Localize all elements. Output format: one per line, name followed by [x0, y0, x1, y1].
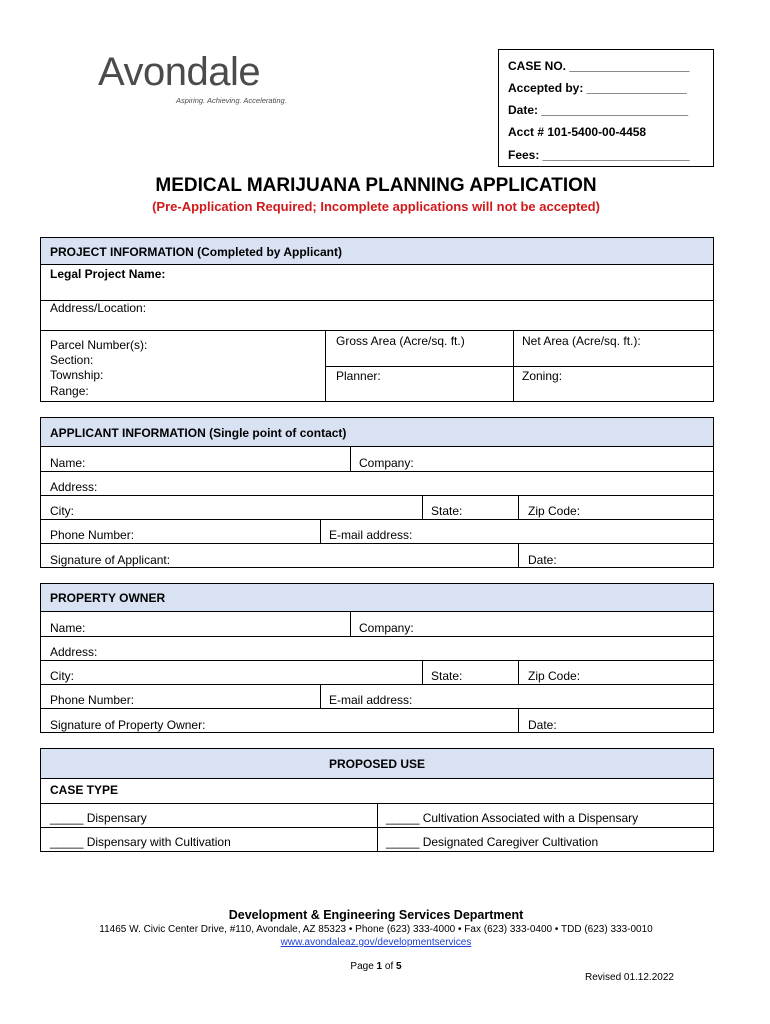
case-info-box: [498, 49, 714, 167]
applicant-signature-label: Signature of Applicant:: [50, 553, 171, 567]
option-caregiver-cultivation[interactable]: _____ Designated Caregiver Cultivation: [386, 835, 599, 849]
fees-field: Fees: ______________________: [508, 148, 690, 162]
project-information-section: [40, 237, 714, 402]
owner-company-label: Company:: [359, 621, 414, 635]
footer-website-link[interactable]: www.avondaleaz.gov/developmentservices: [280, 937, 472, 948]
owner-city-label: City:: [50, 669, 74, 683]
option-dispensary-with-cultivation[interactable]: _____ Dispensary with Cultivation: [50, 835, 231, 849]
owner-name-label: Name:: [50, 621, 86, 635]
applicant-name-label: Name:: [50, 456, 86, 470]
address-location-label: Address/Location:: [50, 301, 147, 315]
applicant-section-header: APPLICANT INFORMATION (Single point of contact): [50, 426, 347, 440]
applicant-company-label: Company:: [359, 456, 414, 470]
account-number: Acct # 101-5400-00-4458: [508, 125, 647, 139]
owner-signature-label: Signature of Property Owner:: [50, 718, 206, 732]
option-dispensary[interactable]: _____ Dispensary: [50, 811, 147, 825]
township-label: Township:: [50, 368, 104, 382]
applicant-city-label: City:: [50, 504, 74, 518]
applicant-state-label: State:: [431, 504, 463, 518]
footer-department: Development & Engineering Services Department: [228, 908, 524, 922]
applicant-date-label: Date:: [528, 553, 557, 567]
owner-zip-label: Zip Code:: [528, 669, 581, 683]
page-title: MEDICAL MARIJUANA PLANNING APPLICATION: [155, 175, 597, 196]
project-section-header: PROJECT INFORMATION (Completed by Applicant): [50, 245, 343, 259]
owner-phone-label: Phone Number:: [50, 693, 135, 707]
property-owner-section: [40, 583, 714, 733]
range-label: Range:: [50, 384, 89, 398]
owner-address-label: Address:: [50, 645, 98, 659]
footer-address: 11465 W. Civic Center Drive, #110, Avondale, AZ 85323 • Phone (623) 333-4000 • Fax (623) 333-0400 • TDD (623) 333-0010: [99, 924, 653, 935]
page-subtitle: (Pre-Application Required; Incomplete applications will not be accepted): [152, 199, 600, 214]
owner-email-label: E-mail address:: [329, 693, 413, 707]
section-label: Section:: [50, 353, 94, 367]
proposed-use-section: [40, 748, 714, 852]
case-date-field: Date: ______________________: [508, 103, 689, 117]
legal-project-name-label: Legal Project Name:: [50, 267, 166, 281]
case-number-field: CASE NO. __________________: [508, 59, 690, 73]
zoning-label: Zoning:: [522, 369, 563, 383]
gross-area-label: Gross Area (Acre/sq. ft.): [336, 334, 465, 348]
owner-state-label: State:: [431, 669, 463, 683]
planner-label: Planner:: [336, 369, 381, 383]
owner-date-label: Date:: [528, 718, 557, 732]
parcel-number-label: Parcel Number(s):: [50, 338, 148, 352]
avondale-logo: Avondale: [98, 50, 261, 94]
owner-section-header: PROPERTY OWNER: [50, 591, 166, 605]
page-number: Page 1 of 5: [350, 961, 402, 972]
applicant-zip-label: Zip Code:: [528, 504, 581, 518]
revision-date: Revised 01.12.2022: [585, 972, 674, 983]
accepted-by-field: Accepted by: _______________: [508, 81, 687, 95]
applicant-email-label: E-mail address:: [329, 528, 413, 542]
proposed-use-header: PROPOSED USE: [328, 757, 426, 771]
applicant-information-section: [40, 417, 714, 568]
net-area-label: Net Area (Acre/sq. ft.):: [522, 334, 641, 348]
logo-tagline: Aspiring. Achieving. Accelerating.: [176, 96, 287, 105]
applicant-phone-label: Phone Number:: [50, 528, 135, 542]
applicant-address-label: Address:: [50, 480, 98, 494]
option-cultivation-with-dispensary[interactable]: _____ Cultivation Associated with a Dispensary: [386, 811, 639, 825]
case-type-label: CASE TYPE: [50, 783, 119, 797]
